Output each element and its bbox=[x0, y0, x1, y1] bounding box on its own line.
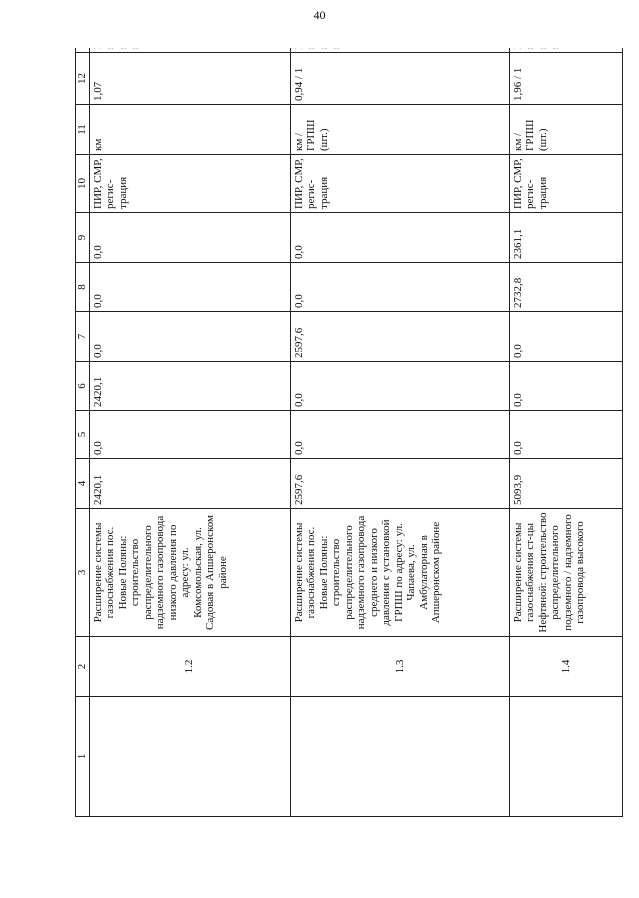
header-cell: 6 bbox=[76, 362, 90, 411]
header-cell: 3 bbox=[76, 509, 90, 637]
investment-table bbox=[75, 48, 623, 817]
row-number: 1.4 bbox=[509, 637, 622, 697]
cell-period bbox=[509, 48, 622, 53]
cell-c7: 0,0 bbox=[509, 312, 622, 362]
header-cell: 8 bbox=[76, 263, 90, 312]
cell-c8: 0,0 bbox=[290, 263, 509, 312]
cell-quantity: 1,07 bbox=[89, 53, 290, 105]
row-description: Расширение системы газоснабжения пос. Новые Поляны: строительство распределительного надземного газопровода низкого давления по адресу: ул. Комсомольская, ул. Садовая в Апшеронском районе bbox=[89, 509, 290, 637]
page-number: 40 bbox=[313, 8, 326, 22]
cell-unit: км bbox=[89, 105, 290, 155]
cell-c6: 0,0 bbox=[290, 362, 509, 411]
col1-cell bbox=[509, 697, 622, 817]
cell-c8: 2732,8 bbox=[509, 263, 622, 312]
col1-cell bbox=[290, 697, 509, 817]
header-cell: 5 bbox=[76, 411, 90, 459]
cell-work-type: ПИР, СМР, регис-трация bbox=[89, 155, 290, 213]
cell-c5: 0,0 bbox=[89, 411, 290, 459]
cell-c9: 0,0 bbox=[290, 213, 509, 263]
cell-c6: 2420,1 bbox=[89, 362, 290, 411]
cell-total: 2420,1 bbox=[89, 459, 290, 509]
header-cell: 2 bbox=[76, 637, 90, 697]
table-row bbox=[509, 48, 622, 817]
header-cell: 7 bbox=[76, 312, 90, 362]
row-number: 1.2 bbox=[89, 637, 290, 697]
cell-c9: 2361,1 bbox=[509, 213, 622, 263]
header-cell bbox=[76, 48, 90, 53]
cell-quantity: 0,94 / 1 bbox=[290, 53, 509, 105]
header-cell: 12 bbox=[76, 53, 90, 105]
cell-c5: 0,0 bbox=[290, 411, 509, 459]
table-viewport bbox=[75, 48, 623, 817]
cell-period bbox=[290, 48, 509, 53]
header-cell: 4 bbox=[76, 459, 90, 509]
cell-c6: 0,0 bbox=[509, 362, 622, 411]
cell-c7: 2597,6 bbox=[290, 312, 509, 362]
header-cell: 9 bbox=[76, 213, 90, 263]
cell-c8: 0,0 bbox=[89, 263, 290, 312]
cell-work-type: ПИР, СМР, регис-трация bbox=[509, 155, 622, 213]
cell-quantity: 1,96 / 1 bbox=[509, 53, 622, 105]
col1-cell bbox=[89, 697, 290, 817]
cell-period bbox=[89, 48, 290, 53]
cell-total: 5093,9 bbox=[509, 459, 622, 509]
row-number: 1.3 bbox=[290, 637, 509, 697]
cell-c5: 0,0 bbox=[509, 411, 622, 459]
cell-c7: 0,0 bbox=[89, 312, 290, 362]
table-row bbox=[290, 48, 509, 817]
header-cell: 1 bbox=[76, 697, 90, 817]
cell-unit: км / ГРПШ (шт.) bbox=[509, 105, 622, 155]
header-row bbox=[76, 48, 90, 817]
cell-c9: 0,0 bbox=[89, 213, 290, 263]
cell-work-type: ПИР, СМР, регис-трация bbox=[290, 155, 509, 213]
row-description: Расширение системы газоснабжения ст-цы Нефтяной: строительство распределительного подземного / надземного газопровода высокого bbox=[509, 509, 622, 637]
row-description: Расширение системы газоснабжения пос. Новые Поляны: строительство распределительного надземного газопровода среднего и низкого давления с установкой ГРПШ по адресу: ул. Чапаева, ул. Амбулаторная в Апшеронском районе bbox=[290, 509, 509, 637]
rotated-table-container bbox=[75, 48, 623, 817]
cell-total: 2597,6 bbox=[290, 459, 509, 509]
header-cell: 10 bbox=[76, 155, 90, 213]
cell-unit: км / ГРПШ (шт.) bbox=[290, 105, 509, 155]
header-cell: 11 bbox=[76, 105, 90, 155]
table-row bbox=[89, 48, 290, 817]
